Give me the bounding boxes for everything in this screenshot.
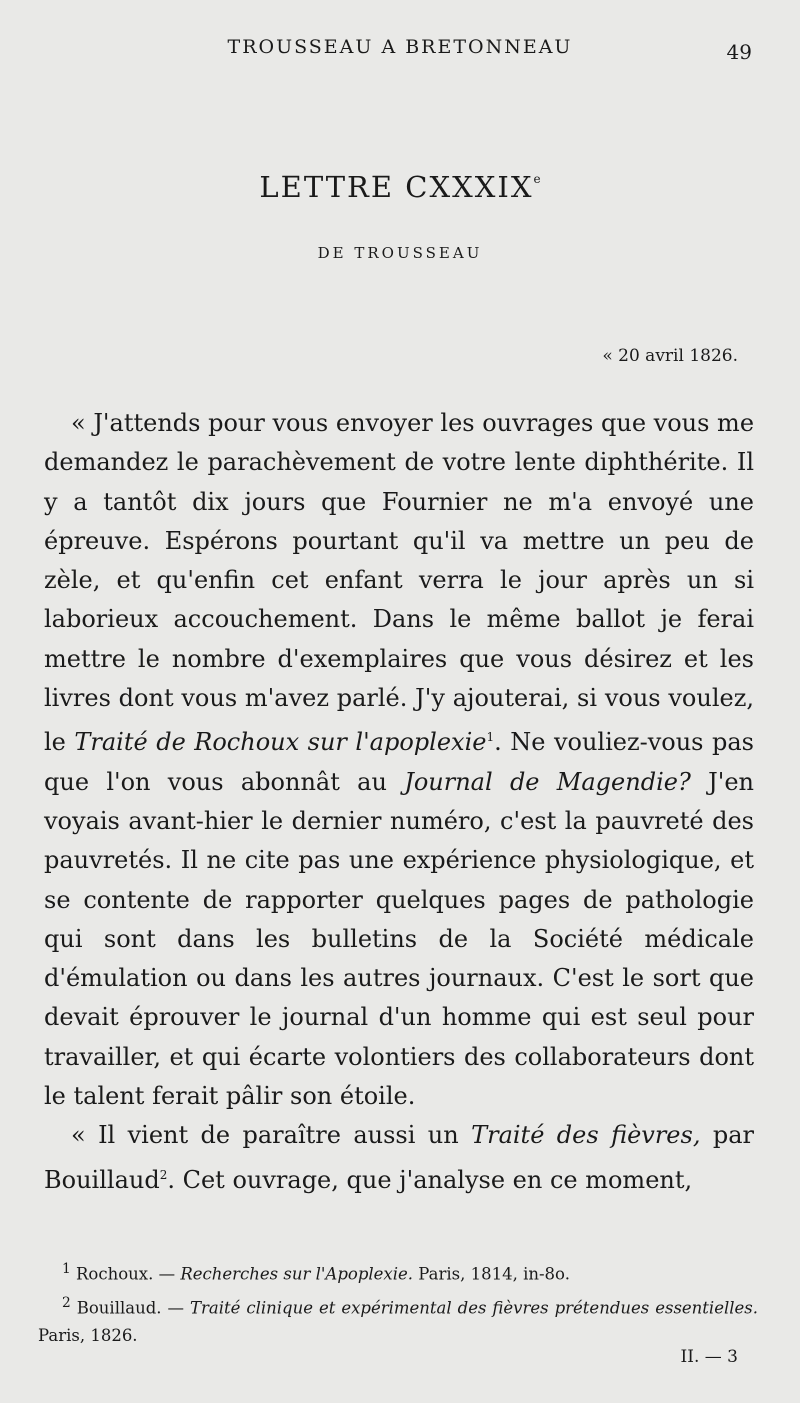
footnote-ref-1: 1: [486, 730, 495, 745]
footnote-1: [38, 1255, 758, 1289]
letter-title-superscript: e: [533, 172, 541, 186]
footnotes: [38, 1255, 758, 1350]
footnote-title: Traité clinique et expérimental des fièvres prétendues essentielles.: [189, 1298, 759, 1317]
italic-title-magendie: Journal de Magendie?: [404, 767, 691, 796]
footnote-ref-2: 2: [159, 1167, 168, 1182]
footnote-title: Recherches sur l'Apoplexie.: [180, 1264, 414, 1284]
page-number: 49: [726, 40, 752, 64]
footnote-author: Rochoux. —: [76, 1264, 181, 1284]
letter-title: [0, 170, 800, 204]
text-run: « Il vient de paraître aussi un: [71, 1121, 472, 1150]
footnote-marker: 2: [62, 1294, 71, 1311]
text-run: par Bouillaud: [44, 1121, 754, 1194]
italic-title-rochoux: Traité de Rochoux sur l'apoplexie: [74, 728, 487, 757]
paragraph-1: [44, 404, 754, 1116]
footnote-author: Bouillaud. —: [76, 1298, 190, 1317]
letter-title-text: LETTRE CXXXIX: [259, 170, 534, 204]
text-run: « J'attends pour vous envoyer les ouvrages que vous me demandez le parachèvement de votre lente diphthérite. Il y a tantôt dix jours que Fournier ne m'a envoyé une épreuve. Espérons pourtant qu'il va mettre un peu de zèle, et qu'enfin cet enfant verra le jour après un si laborieux accouchement. Dans le même ballot je ferai mettre le nombre d'exemplaires que vous désirez et les livres dont vous m'avez parlé. J'y ajouterai, si vous voulez, le: [44, 409, 755, 757]
text-run: J'en voyais avant-hier le dernier numéro, c'est la pauvreté des pauvretés. Il ne cite pas une expérience physiologique, et se contente de rapporter quelques pages de pathologie qui sont dans les bulletins de la Société médicale d'émulation ou dans les autres journaux. C'est le sort que devait éprouver le journal d'un homme qui est seul pour travailler, et qui écarte volontiers des collaborateurs dont le talent ferait pâlir son étoile.: [44, 767, 754, 1111]
running-title: TROUSSEAU A BRETONNEAU: [227, 36, 573, 58]
footnote-2: [38, 1289, 758, 1351]
footnote-details: Paris, 1826.: [38, 1326, 138, 1345]
letter-date: « 20 avril 1826.: [602, 346, 738, 366]
text-run: . Ne vouliez-vous pas que l'on vous abonnât au: [44, 728, 754, 796]
paragraph-2: [44, 1116, 754, 1200]
signature-mark: II. — 3: [680, 1347, 738, 1367]
footnote-details: Paris, 1814, in-8o.: [413, 1264, 570, 1284]
letter-body: [44, 404, 754, 1200]
letter-sender: DE TROUSSEAU: [317, 244, 483, 262]
text-run: . Cet ouvrage, que j'analyse en ce moment,: [167, 1165, 693, 1194]
italic-title-fievres: Traité des fièvres,: [471, 1121, 701, 1150]
footnote-marker: 1: [62, 1261, 71, 1277]
